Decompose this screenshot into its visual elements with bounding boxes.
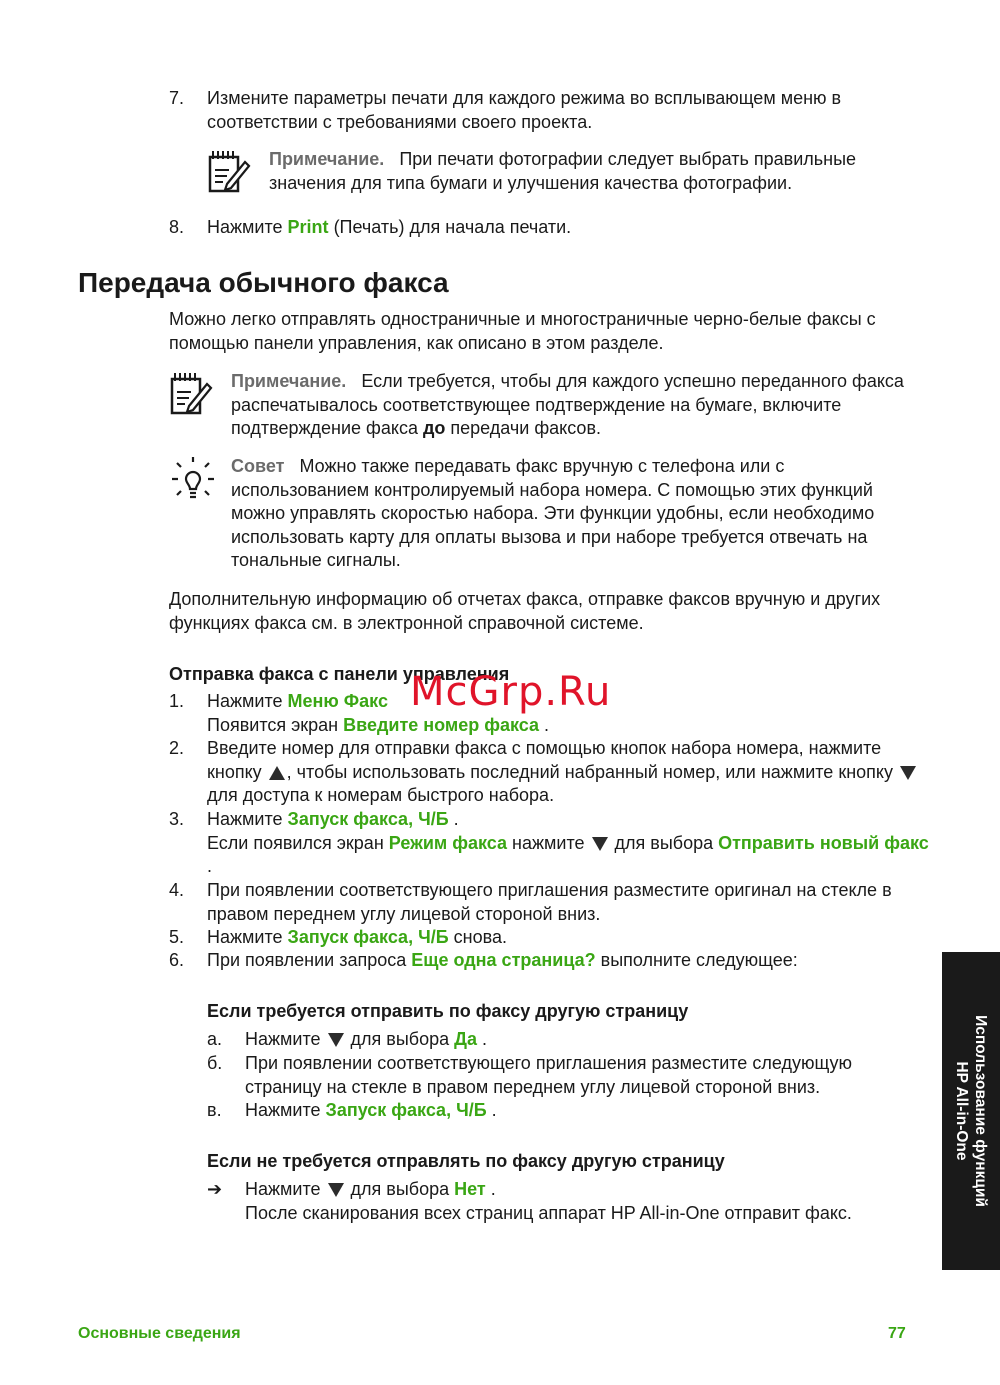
list-number: 5.	[169, 927, 185, 947]
arrow-down-icon	[328, 1183, 344, 1197]
list-item-c: в. Нажмите Запуск факса, Ч/Б .	[207, 1099, 907, 1123]
list-number: 1.	[169, 691, 185, 711]
intro-paragraph: Можно легко отправлять одностраничные и многостраничные черно-белые факсы с помощью панели управления, как описано в этом разделе.	[169, 309, 876, 353]
note-box	[207, 148, 907, 201]
list-letter: б.	[207, 1053, 223, 1073]
list-item-step-2: 2. Введите номер для отправки факса с помощью кнопок набора номера, нажмите кнопку , чтобы использовать последний набранный номер, или нажмите кнопку для доступа к номерам быстрого набора.	[169, 737, 929, 808]
arrow-down-icon	[328, 1033, 344, 1047]
list-number: 8.	[169, 217, 185, 237]
list-number: 3.	[169, 809, 185, 829]
list-item-step-6: 6. При появлении запроса Еще одна страница? выполните следующее:	[169, 949, 929, 973]
list-item-step-5: 5. Нажмите Запуск факса, Ч/Б снова.	[169, 926, 929, 950]
arrow-up-icon	[269, 766, 285, 780]
note-label: Примечание.	[231, 371, 347, 391]
side-tab-line-2: HP All-in-One	[953, 1061, 970, 1161]
list-item-step-1: 1. Нажмите Меню Факс Появится экран Введите номер факса .	[169, 690, 929, 737]
list-number: 6.	[169, 950, 185, 970]
note-icon	[207, 148, 269, 201]
subsection-title: Если требуется отправить по факсу другую страницу	[207, 1001, 689, 1021]
note-icon	[169, 370, 231, 441]
side-tab-line-1: Использование функций	[972, 1015, 989, 1207]
note-box: Примечание. Если требуется, чтобы для каждого успешно переданного факса распечатывалось соответствующее подтверждение на бумаге, включите подтверждение факса до передачи факсов.	[169, 370, 909, 441]
page-number: 77	[888, 1325, 906, 1342]
list-letter: в.	[207, 1100, 222, 1120]
list-item-step-8: 8. Нажмите Print (Печать) для начала печати.	[169, 216, 929, 240]
list-item-step-4: 4. При появлении соответствующего приглашения разместите оригинал на стекле в правом переднем углу лицевой стороной вниз.	[169, 879, 929, 926]
arrow-down-icon	[592, 837, 608, 851]
subsection-title: Если не требуется отправлять по факсу другую страницу	[207, 1151, 725, 1171]
more-info-paragraph: Дополнительную информацию об отчетах факса, отправке факсов вручную и других функциях факса см. в электронной справочной системе.	[169, 589, 881, 633]
list-item-step-3: 3. Нажмите Запуск факса, Ч/Б . Если появился экран Режим факса нажмите для выбора Отправить новый факс .	[169, 808, 929, 879]
note-label: Примечание.	[269, 149, 385, 169]
section-heading: Передача обычного факса	[78, 267, 449, 298]
list-item-b: б. При появлении соответствующего приглашения разместите следующую страницу на стекле в правом переднем углу лицевой стороной вниз.	[207, 1052, 907, 1099]
chapter-side-tab	[942, 952, 1000, 1270]
watermark: McGrp.Ru	[410, 669, 612, 715]
arrow-right-icon: ➔	[207, 1179, 223, 1199]
tip-box	[169, 455, 914, 573]
list-item-step-7	[169, 87, 929, 134]
list-item-arrow: ➔ Нажмите для выбора Нет . После сканирования всех страниц аппарат HP All-in-One отправит факс.	[207, 1178, 907, 1225]
list-letter: а.	[207, 1029, 223, 1049]
tip-label: Совет	[231, 456, 285, 476]
tip-text: Можно также передавать факс вручную с телефона или с использованием контролируемый набора номера. С помощью этих функций можно управлять скоростью набора. Эти функции удобны, если необходимо использовать карту для оплаты вызова и при наборе требуется отвечать на тональные сигналы.	[231, 456, 880, 570]
lightbulb-icon	[169, 455, 231, 573]
list-number: 7.	[169, 88, 185, 108]
list-text: Измените параметры печати для каждого режима во всплывающем меню в соответствии с требованиями своего проекта.	[207, 88, 842, 132]
print-button-label: Print	[287, 217, 329, 237]
list-item-a: а. Нажмите для выбора Да .	[207, 1028, 907, 1052]
footer-section-name: Основные сведения	[78, 1325, 241, 1342]
arrow-down-icon	[900, 766, 916, 780]
list-number: 2.	[169, 738, 185, 758]
note-text: При печати фотографии следует выбрать правильные значения для типа бумаги и улучшения качества фотографии.	[269, 149, 862, 193]
subsection-title: Отправка факса с панели управления	[169, 664, 510, 684]
list-number: 4.	[169, 880, 185, 900]
